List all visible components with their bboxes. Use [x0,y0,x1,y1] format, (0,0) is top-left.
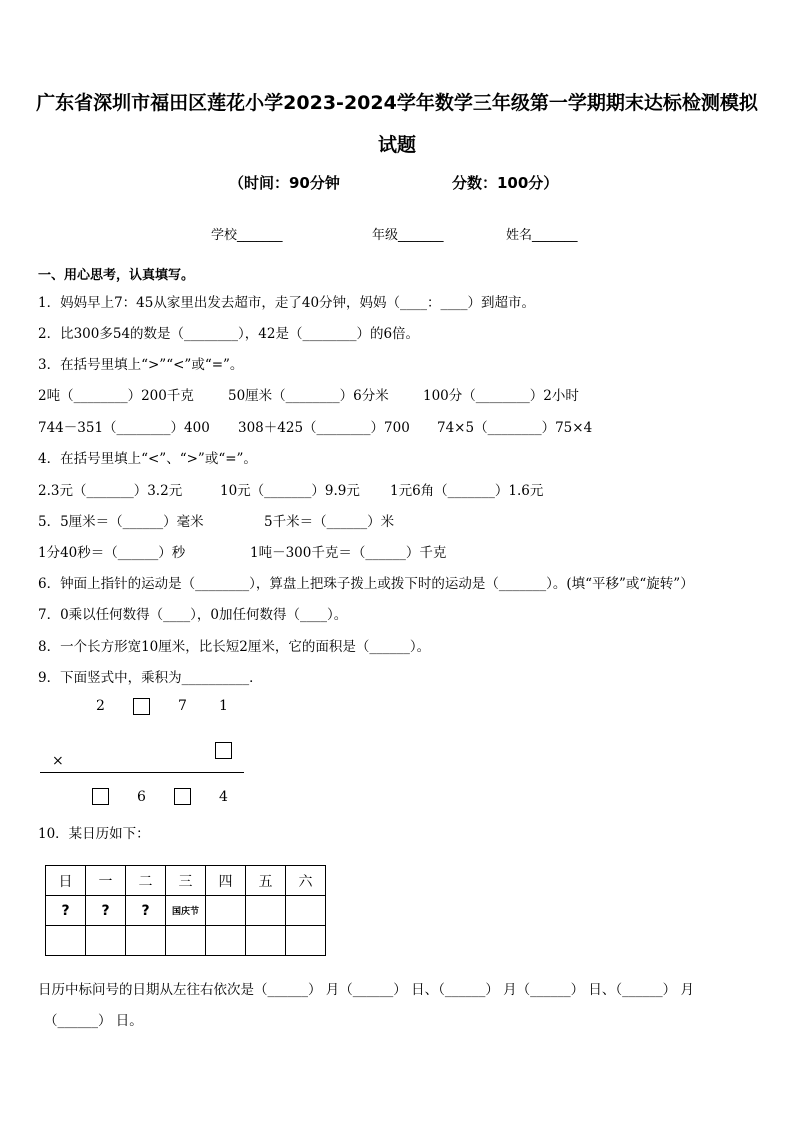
q5-item: 1吨－300千克＝（______）千克 [250,545,447,561]
multiplication-rule [40,772,244,773]
date-cell: ? [86,896,126,926]
calendar-row [46,926,326,956]
q10-answer-line1: 日历中标问号的日期从左往右依次是（______） 月（______） 日、（______） 月（______） 日、（______） 月 [38,982,694,998]
q4-item: 1元6角（_______）1.6元 [390,483,544,499]
date-cell [86,926,126,956]
date-cell [46,926,86,956]
question-10: 10．某日历如下： [38,826,150,842]
date-cell [286,896,326,926]
times-sign: × [52,753,64,769]
date-cell [206,926,246,956]
weekday-cell: 五 [246,866,286,896]
q4-item: 10元（_______）9.9元 [220,483,360,499]
calendar-table [45,865,326,956]
blank-box [215,742,232,759]
calendar-header-row [46,866,326,896]
question-7: 7．0乘以任何数得（____），0加任何数得（____）。 [38,607,348,623]
weekday-cell: 日 [46,866,86,896]
question-5: 5．5厘米＝（______）毫米 [38,514,204,530]
date-cell [166,926,206,956]
date-cell [286,926,326,956]
weekday-cell: 三 [166,866,206,896]
date-cell [206,896,246,926]
question-1: 1．妈妈早上7：45从家里出发去超市，走了40分钟，妈妈（____：____）到超市。 [38,295,536,311]
date-cell: ? [126,896,166,926]
page-title: 广东省深圳市福田区莲花小学2023-2024学年数学三年级第一学期期末达标检测模拟 [36,92,758,114]
exam-time: （时间：90分钟 [229,174,340,192]
section-heading: 一、用心思考，认真填写。 [38,268,195,283]
grade-field: 年级_______ [372,228,444,243]
page-title-line2: 试题 [377,134,416,156]
question-6: 6．钟面上指针的运动是（________），算盘上把珠子拨上或拨下时的运动是（_______）。(填“平移”或“旋转”） [38,576,694,592]
q3-item: 50厘米（________）6分米 [228,388,389,404]
calendar-row [46,896,326,926]
date-cell [246,896,286,926]
multiplicand-digit: 7 [178,698,187,714]
q4-item: 2.3元（_______）3.2元 [38,483,183,499]
blank-box [174,788,191,805]
multiplicand-digit: 1 [219,698,228,714]
weekday-cell: 一 [86,866,126,896]
q3-item: 308＋425（________）700 [238,420,410,436]
date-cell: ? [46,896,86,926]
question-3: 3．在括号里填上“>”“<”或“=”。 [38,357,244,373]
q5-item: 1分40秒＝（______）秒 [38,545,186,561]
product-digit: 4 [219,789,228,805]
weekday-cell: 二 [126,866,166,896]
date-cell: 国庆节 [166,896,206,926]
question-9: 9．下面竖式中，乘积为__________． [38,670,263,686]
date-cell [126,926,166,956]
weekday-cell: 四 [206,866,246,896]
q10-answer-line2: （______） 日。 [44,1013,143,1029]
q3-item: 100分（________）2小时 [423,388,579,404]
q3-item: 2吨（________）200千克 [38,388,194,404]
multiplicand-digit: 2 [96,698,105,714]
blank-box [133,698,150,715]
question-2: 2．比300多54的数是（________），42是（________）的6倍。 [38,326,420,342]
question-4: 4．在括号里填上“<”、“>”或“=”。 [38,451,257,467]
question-8: 8．一个长方形宽10厘米，比长短2厘米，它的面积是（______）。 [38,639,431,655]
q3-item: 74×5（________）75×4 [437,420,593,436]
q3-item: 744－351（________）400 [38,420,210,436]
exam-score: 分数：100分） [452,174,559,192]
weekday-cell: 六 [286,866,326,896]
name-field: 姓名_______ [506,228,578,243]
blank-box [92,788,109,805]
q5-item: 5千米＝（______）米 [264,514,395,530]
product-digit: 6 [137,789,146,805]
school-field: 学校_______ [211,228,283,243]
date-cell [246,926,286,956]
